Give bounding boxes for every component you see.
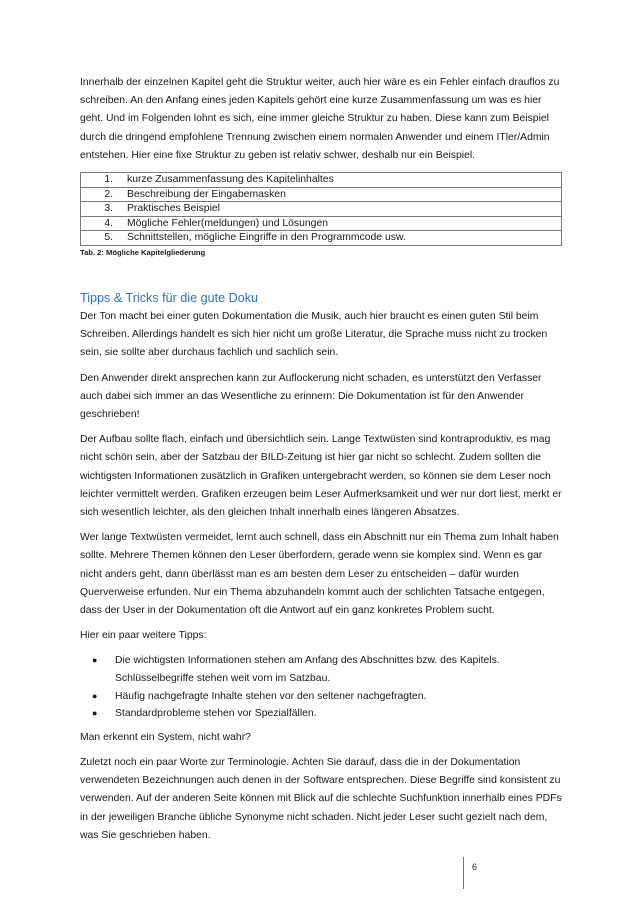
table-row bbox=[81, 173, 562, 188]
table-caption: Tab. 2: Mögliche Kapitelgliederung bbox=[80, 247, 206, 257]
section-paragraph: Wer lange Textwüsten vermeidet, lernt auch schnell, dass ein Abschnitt nur ein Thema zum Inhalt haben sollte. Mehrere Themen können den Leser überfordern, gerade wenn sie komplex sind. Wenn es gar nicht anders geht, dann überlässt man es am besten dem Leser zu entscheiden – dafür wurden Querverweise erfunden. Nur ein Thema abzuhandeln kommt auch der schlichten Tatsache entgegen, dass der User in der Dokumentation oft die Antwort auf ein ganz konkretes Problem sucht. bbox=[80, 532, 559, 617]
table-cell-text: Schnittstellen, mögliche Eingriffe in den Programmcode usw. bbox=[123, 231, 562, 246]
chapter-outline-table bbox=[80, 172, 562, 246]
table-cell-number: 2. bbox=[81, 187, 124, 202]
list-item bbox=[92, 652, 562, 687]
table-cell-number: 1. bbox=[81, 173, 124, 188]
section-paragraph: Man erkennt ein System, nicht wahr? bbox=[80, 731, 251, 743]
list-item bbox=[92, 688, 562, 706]
section-paragraph: Hier ein paar weitere Tipps: bbox=[80, 630, 207, 642]
table-cell-text: Beschreibung der Eingabemasken bbox=[123, 187, 562, 202]
table-cell-number: 3. bbox=[81, 202, 124, 217]
bullet-icon: ● bbox=[92, 690, 98, 701]
tips-list bbox=[80, 652, 562, 722]
table-row bbox=[81, 187, 562, 202]
table-cell-number: 4. bbox=[81, 216, 124, 231]
section-paragraph: Der Aufbau sollte flach, einfach und übersichtlich sein. Lange Textwüsten sind kontraproduktiv, es mag nicht schön sein, aber der Satzbau der BILD-Zeitung ist hier gar nicht so schlecht. Zudem sollten die wichtigsten Informationen zusätzlich in Grafiken untergebracht werden, so können sie dem Leser noch leichter vermittelt werden. Grafiken erzeugen beim Leser Aufmerksamkeit und wer nur dort liest, merkt er sich wesentlich leichter, als den gleichen Inhalt innerhalb eines längeren Absatzes. bbox=[80, 434, 562, 519]
list-item bbox=[92, 705, 562, 723]
section-heading: Tipps & Tricks für die gute Doku bbox=[80, 290, 259, 305]
page-number-divider bbox=[463, 857, 464, 889]
bullet-icon: ● bbox=[92, 655, 98, 666]
section-paragraph: Den Anwender direkt ansprechen kann zur Auflockerung nicht schaden, es unterstützt den Verfasser auch dabei sich immer an das Wesentliche zu erinnern: Die Dokumentation ist für den Anwender geschrieben! bbox=[80, 372, 542, 420]
table-cell-number: 5. bbox=[81, 231, 124, 246]
table-row bbox=[81, 202, 562, 217]
list-item-text: Häufig nachgefragte Inhalte stehen vor den seltener nachgefragten. bbox=[115, 690, 427, 702]
bullet-icon: ● bbox=[92, 708, 98, 719]
section-paragraph: Zuletzt noch ein paar Worte zur Terminologie. Achten Sie darauf, dass die in der Dokumentation verwendeten Bezeichnungen auch denen in der Software entsprechen. Diese Begriffe sind konsistent zu verwenden. Auf der anderen Seite können mit Blick auf die schlechte Suchfunktion innerhalb eines PDFs in der jeweiligen Branche übliche Synonyme nicht schaden. Nicht jeder Leser sucht gezielt nach dem, was Sie geschrieben haben. bbox=[80, 757, 562, 841]
table-cell-text: Mögliche Fehler(meldungen) und Lösungen bbox=[123, 216, 562, 231]
intro-paragraph: Innerhalb der einzelnen Kapitel geht die Struktur weiter, auch hier wäre es ein Fehler einfach drauflos zu schreiben. An den Anfang eines jeden Kapitels gehört eine kurze Zusammenfassung um was es hier geht. Und im Folgenden lohnt es sich, eine immer gleiche Struktur zu haben. Diese kann zum Beispiel durch die dringend empfohlene Trennung zwischen einem normalen Anwender und einem ITler/Admin entstehen. Hier eine fixe Struktur zu geben ist relativ schwer, deshalb nur ein Beispiel. bbox=[80, 77, 560, 161]
page-number: 6 bbox=[472, 862, 478, 872]
list-item-text: Die wichtigsten Informationen stehen am Anfang des Abschnittes bzw. des Kapitels. Schlüsselbegriffe stehen weit vorn im Satzbau. bbox=[115, 655, 500, 685]
list-item-text: Standardprobleme stehen vor Spezialfällen. bbox=[115, 708, 317, 720]
table-row bbox=[81, 216, 562, 231]
page-content bbox=[80, 74, 562, 852]
table-cell-text: Praktisches Beispiel bbox=[123, 202, 562, 217]
table-cell-text: kurze Zusammenfassung des Kapitelinhaltes bbox=[123, 173, 562, 188]
table-row bbox=[81, 231, 562, 246]
section-paragraph: Der Ton macht bei einer guten Dokumentation die Musik, auch hier braucht es einen guten Stil beim Schreiben. Allerdings handelt es sich hier nicht um große Literatur, die Sprache muss nicht zu trocken sein, sie sollte aber durchaus fachlich und sachlich sein. bbox=[80, 310, 548, 359]
